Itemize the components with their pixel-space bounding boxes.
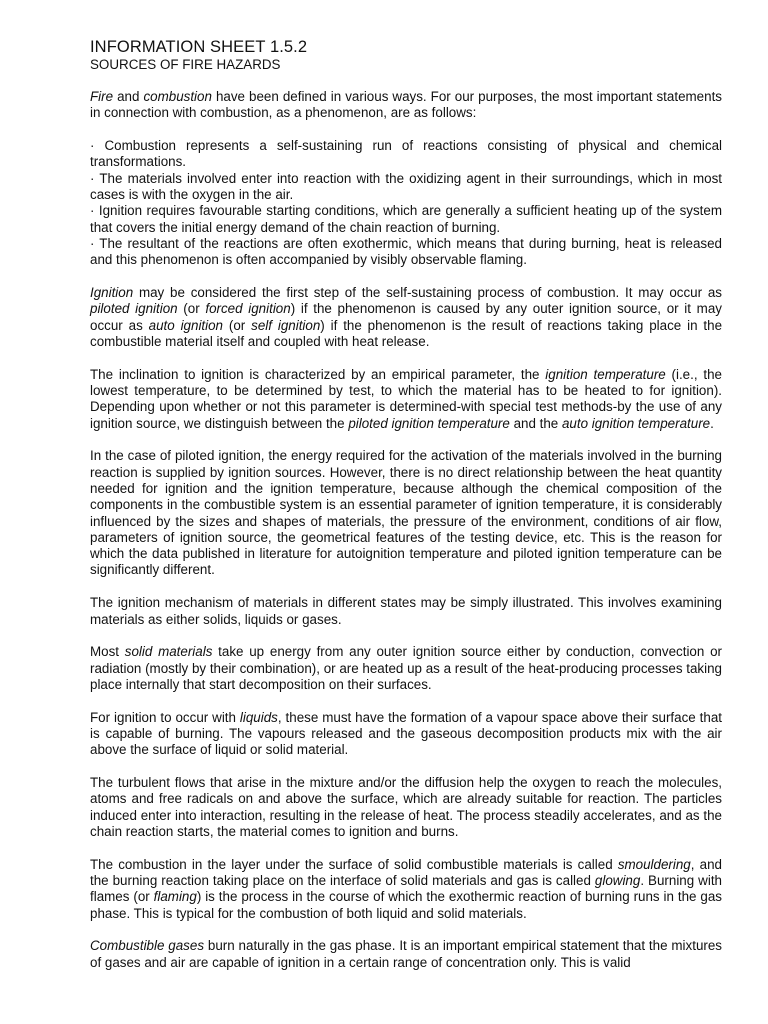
solids-em-1: solid materials	[124, 644, 213, 660]
piloted-ignition-paragraph: In the case of piloted ignition, the energy required for the activation of the materials involved in the burning reaction is supplied by ignition sources. However, there is no direct relationship between the heat quantity needed for ignition and the ignition temperature, because although the chemical composition of the components in the combustible system is an essential parameter of ignition temperature, it is considerably influenced by the sizes and shapes of materials, the pressure of the environment, conditions of air flow, parameters of ignition source, the geometrical features of the testing device, etc. This is the reason for which the data published in literature for autoignition temperature and piloted ignition temperature can be significantly different.	[90, 448, 722, 578]
layer-text-4: ) is the process in the course of which the exothermic reaction of burning runs in the gas phase. This is typical for the combustion of both liquid and solid materials.	[90, 889, 723, 921]
solids-text-2: take up energy from any outer ignition source either by conduction, convection or radiation (mostly by their combination), or are heated up as a result of the heat-producing processes taking place internally that start decomposition on their surfaces.	[90, 644, 722, 692]
liquids-text-2: , these must have the formation of a vapour space above their surface that is capable of burning. The vapours released and the gaseous decomposition products mix with the air above the surface of liquid or solid material.	[90, 709, 722, 758]
ignition-em-2: piloted ignition	[90, 301, 178, 317]
ignition-text-2: (or	[177, 301, 206, 317]
liquids-em-1: liquids	[239, 709, 278, 725]
mechanism-paragraph: The ignition mechanism of materials in different states may be simply illustrated. This involves examining materials as either solids, liquids or gases.	[90, 595, 722, 627]
inclination-em-2: piloted ignition temperature	[348, 415, 510, 431]
inclination-text-2: (i.e., the lowest temperature, to be determined by test, to which the material has to be heated to for ignition). Depending upon whether or not this parameter is determined-with special test methods-by the use of any ignition source, we distinguish between the	[90, 366, 722, 431]
information-sheet	[90, 38, 722, 988]
intro-em-combustion: combustion	[143, 89, 212, 104]
ignition-em-5: self ignition	[251, 317, 321, 333]
inclination-text-4: .	[710, 415, 714, 431]
sheet-title: INFORMATION SHEET 1.5.2	[90, 38, 308, 56]
layer-em-2: glowing	[594, 873, 641, 889]
inclination-text-1: The inclination to ignition is characterized by an empirical parameter, the	[90, 366, 546, 382]
gases-paragraph	[90, 938, 722, 971]
bullet-item: · The resultant of the reactions are often exothermic, which means that during burning, heat is released and this phenomenon is often accompanied by visibly observable flaming.	[90, 235, 722, 268]
layer-em-3: flaming	[153, 889, 197, 905]
gases-em-1: Combustible gases	[90, 938, 205, 954]
intro-text-1: and	[113, 89, 144, 104]
solids-text-1: Most	[90, 644, 125, 660]
gases-text-1: burn naturally in the gas phase. It is an important empirical statement that the mixtures of gases and air are capable of ignition in a certain range of concentration only. This is valid	[90, 938, 722, 970]
layer-combustion-paragraph	[90, 857, 722, 922]
layer-text-1: The combustion in the layer under the surface of solid combustible materials is called	[90, 856, 618, 872]
layer-text-3: . Burning with flames (or	[90, 873, 722, 905]
bullet-item: · Ignition requires favourable starting conditions, which are generally a sufficient heating up of the system that covers the initial energy demand of the chain reaction of burning.	[90, 203, 722, 235]
intro-text-2: have been defined in various ways. For our purposes, the most important statements in connection with combustion, as a phenomenon, are as follows:	[90, 89, 722, 121]
liquids-text-1: For ignition to occur with	[90, 709, 240, 725]
bullet-item: · Combustion represents a self-sustaining run of reactions consisting of physical and chemical transformations.	[90, 138, 722, 170]
inclination-em-3: auto ignition temperature	[561, 415, 711, 431]
liquids-paragraph	[90, 710, 722, 759]
ignition-em-3: forced ignition	[205, 301, 291, 317]
ignition-paragraph	[90, 285, 722, 350]
ignition-text-1: may be considered the first step of the self-sustaining process of combustion. It may occur as	[133, 284, 722, 300]
sheet-subtitle: SOURCES OF FIRE HAZARDS	[90, 57, 281, 72]
ignition-em-4: auto ignition	[148, 317, 224, 333]
layer-em-1: smouldering	[617, 856, 691, 872]
ignition-text-3: ) if the phenomenon is caused by any outer ignition source, or it may occur as	[90, 301, 722, 333]
ignition-text-4: (or	[223, 317, 252, 333]
solids-paragraph	[90, 644, 722, 693]
ignition-em-1: Ignition	[90, 284, 134, 300]
combustion-statements-list	[90, 138, 722, 268]
inclination-paragraph	[90, 367, 722, 432]
inclination-em-1: ignition temperature	[545, 366, 666, 382]
ignition-text-5: ) if the phenomenon is the result of reactions taking place in the combustible material itself and coupled with heat release.	[90, 317, 723, 349]
turbulent-flow-paragraph: The turbulent flows that arise in the mixture and/or the diffusion help the oxygen to reach the molecules, atoms and free radicals on and above the surface, which are already suitable for reaction. The particles induced enter into interaction, resulting in the release of heat. The process steadily accelerates, and as the chain reaction starts, the material comes to ignition and burns.	[90, 775, 722, 839]
inclination-text-3: and the	[509, 415, 562, 431]
bullet-item: · The materials involved enter into reaction with the oxidizing agent in their surroundings, which in most cases is with the oxygen in the air.	[90, 170, 722, 202]
layer-text-2: , and the burning reaction taking place on the interface of solid materials and gas is called	[90, 856, 722, 889]
intro-paragraph	[90, 89, 722, 122]
intro-em-fire: Fire	[90, 89, 114, 104]
